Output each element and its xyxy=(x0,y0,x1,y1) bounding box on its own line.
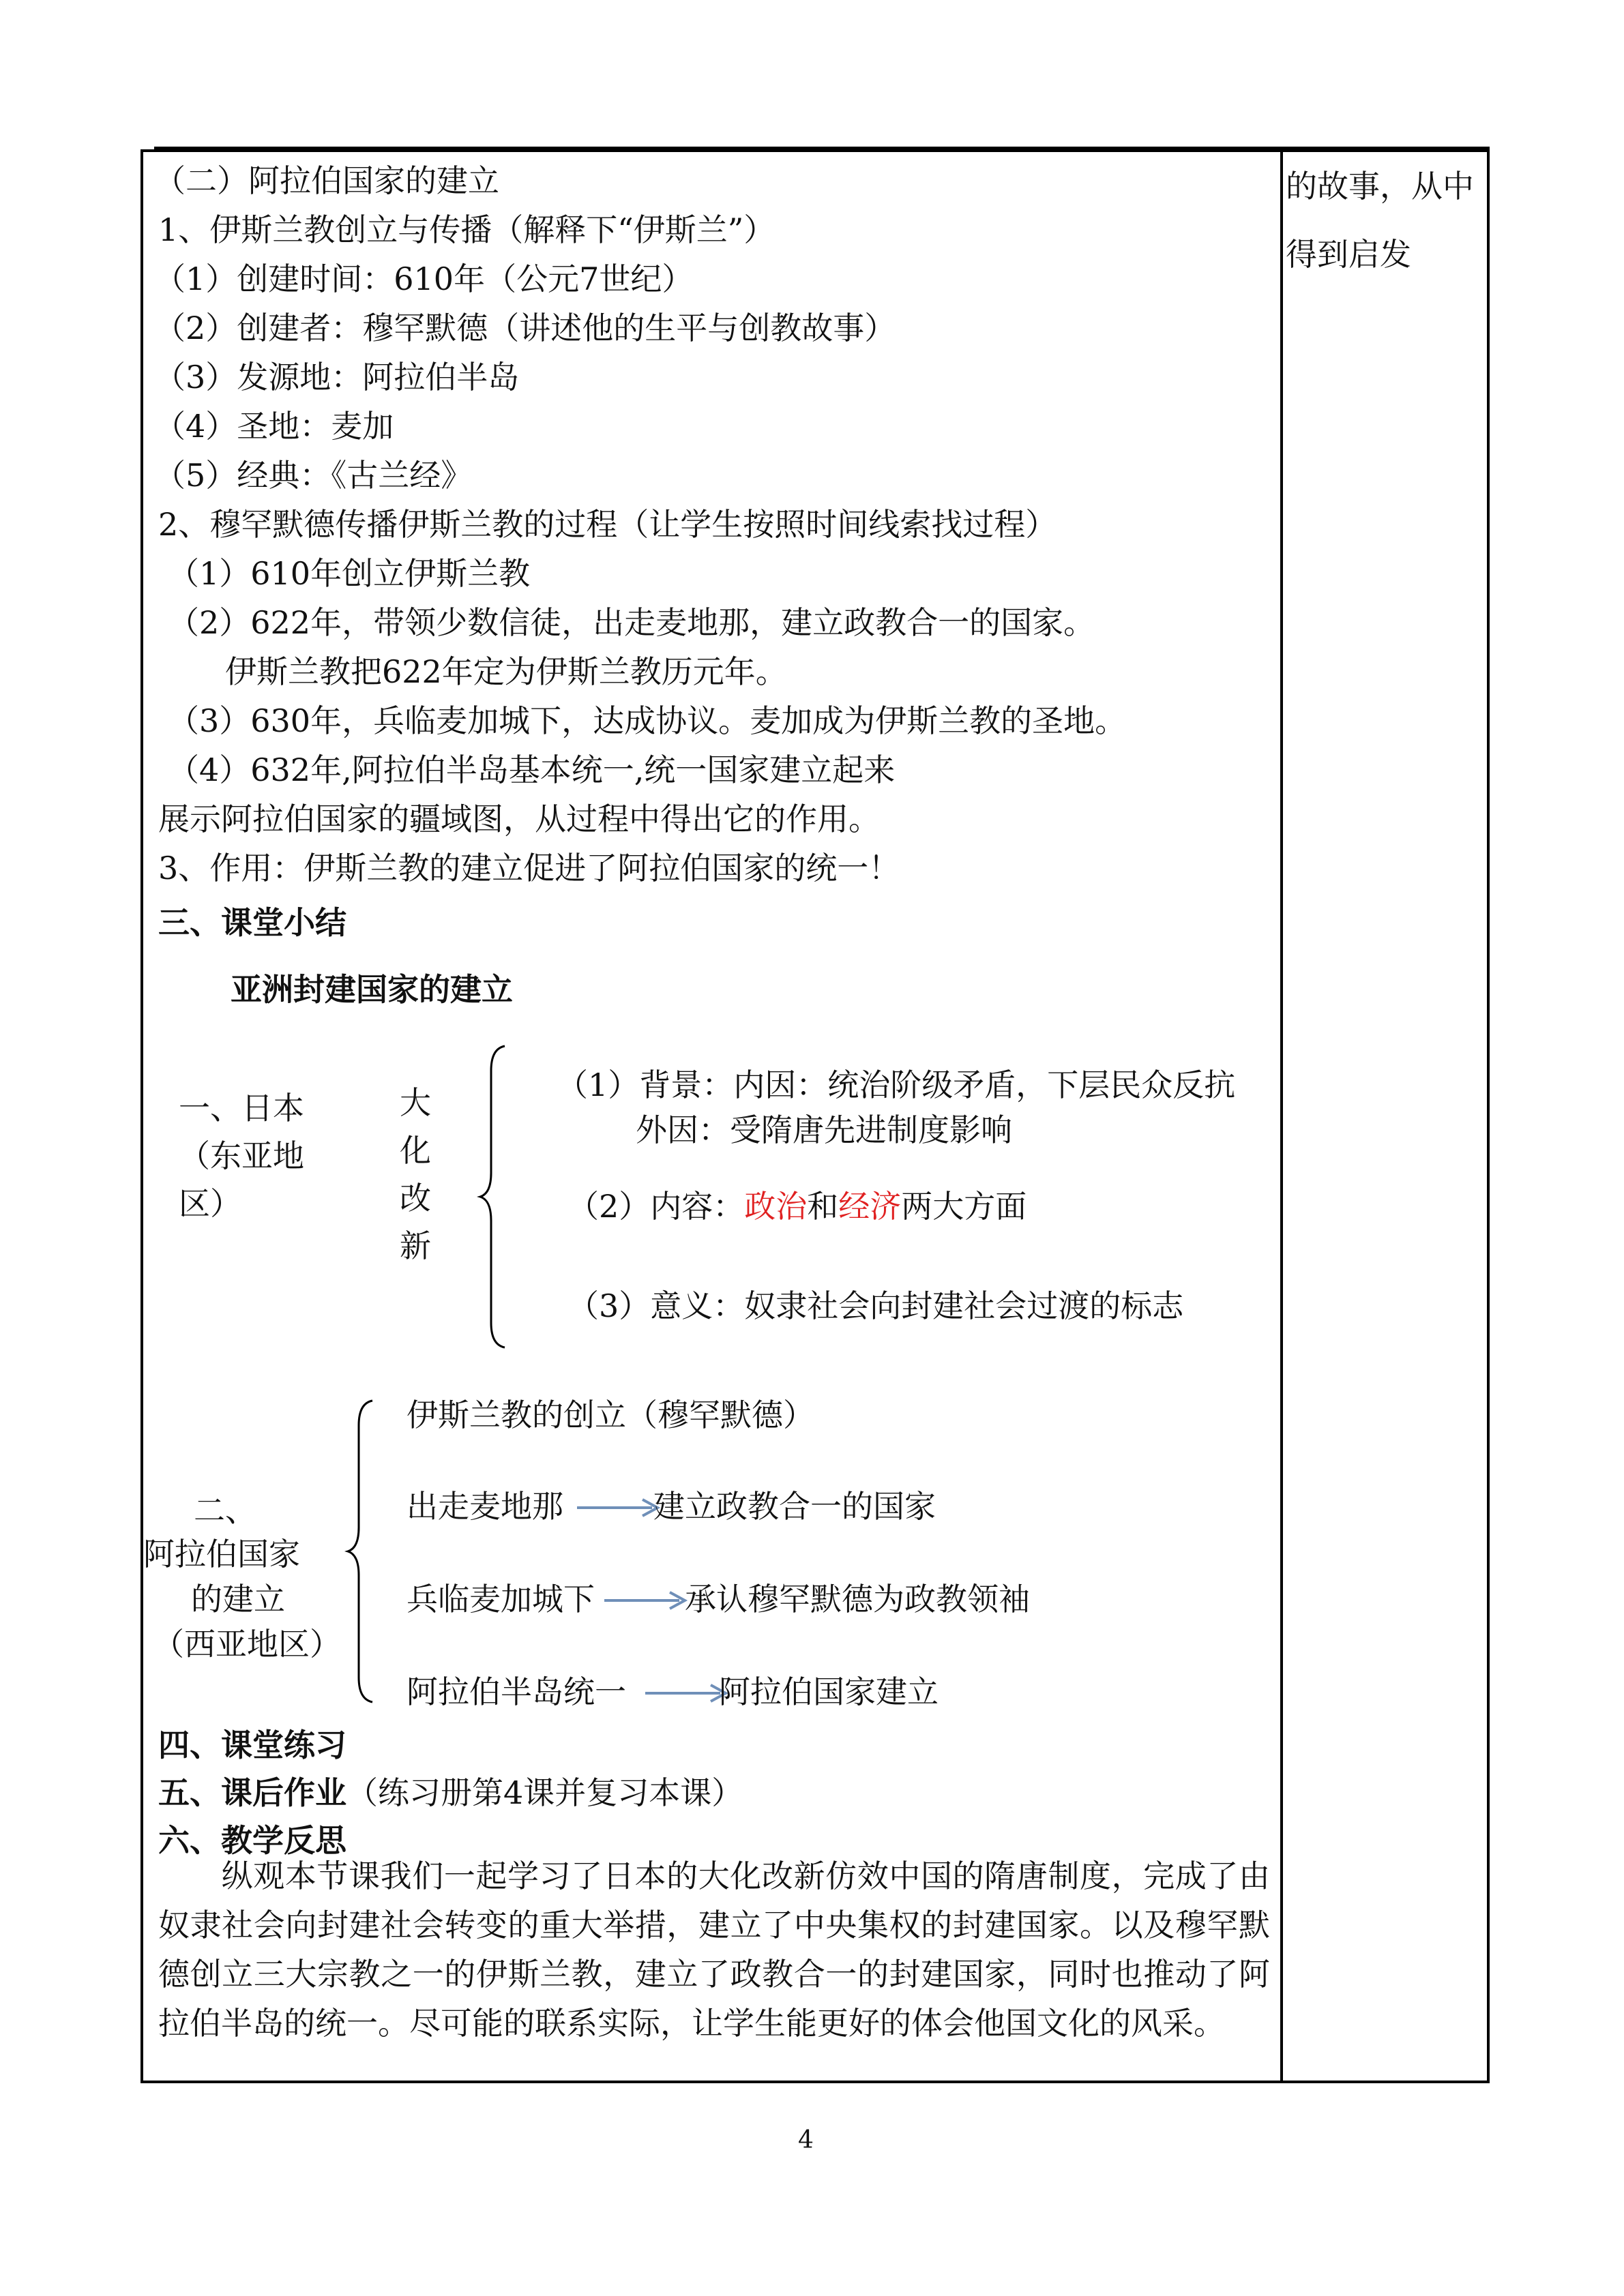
japan-brace xyxy=(477,1043,518,1350)
main-line-15: 3、作用：伊斯兰教的建立促进了阿拉伯国家的统一！ xyxy=(158,850,900,886)
japan-point-1b: 外因：受隋唐先进制度影响 xyxy=(636,1112,1012,1148)
side-note-line-1: 的故事，从中 xyxy=(1286,168,1474,205)
main-line-3: （1）创建时间：610年（公元7世纪） xyxy=(154,260,694,297)
section-5-note: （练习册第4课并复习本课） xyxy=(346,1774,743,1811)
japan-label-2: （东亚地 xyxy=(179,1137,304,1174)
main-line-10: （2）622年，带领少数信徒，出走麦地那，建立政教合一的国家。 xyxy=(168,604,1095,641)
reform-char-4: 新 xyxy=(400,1227,431,1264)
main-line-7: （5）经典：《古兰经》 xyxy=(154,457,473,494)
keyword-politics: 政治 xyxy=(744,1188,808,1225)
main-line-8: 2、穆罕默德传播伊斯兰教的过程（让学生按照时间线索找过程） xyxy=(158,506,1057,543)
japan-label-1: 一、日本 xyxy=(179,1090,304,1127)
arab-item-2-left: 出走麦地那 xyxy=(407,1488,563,1525)
japan-point-2 xyxy=(567,1182,1027,1230)
japan-point-1: （1）背景：内因：统治阶级矛盾，下层民众反抗 xyxy=(557,1067,1236,1103)
arab-label-3: 的建立 xyxy=(191,1581,285,1617)
arab-label-1: 二、 xyxy=(194,1492,256,1529)
summary-title: 亚洲封建国家的建立 xyxy=(231,971,513,1008)
japan-label-3: 区） xyxy=(179,1185,241,1222)
arab-label-4: （西亚地区） xyxy=(153,1626,341,1663)
main-line-2: 1、伊斯兰教创立与传播（解释下“伊斯兰”） xyxy=(158,211,776,248)
arab-item-3-right: 承认穆罕默德为政教领袖 xyxy=(685,1581,1030,1617)
section-5-heading: 五、课后作业 xyxy=(158,1774,346,1811)
reform-char-1: 大 xyxy=(400,1084,431,1121)
japan-point-3: （3）意义：奴隶社会向封建社会过渡的标志 xyxy=(567,1287,1184,1324)
main-line-14: 展示阿拉伯国家的疆域图，从过程中得出它的作用。 xyxy=(158,801,880,837)
main-line-6: （4）圣地：麦加 xyxy=(154,408,394,445)
section-6-heading: 六、教学反思 xyxy=(158,1822,346,1859)
main-line-12: （3）630年，兵临麦加城下，达成协议。麦加成为伊斯兰教的圣地。 xyxy=(168,702,1127,739)
arab-label-2: 阿拉伯国家 xyxy=(143,1536,300,1572)
reform-char-2: 化 xyxy=(400,1132,431,1169)
japan-point-2-suffix: 两大方面 xyxy=(901,1188,1027,1225)
main-line-5: （3）发源地：阿拉伯半岛 xyxy=(154,359,520,396)
page-number: 4 xyxy=(798,2126,814,2154)
section-5 xyxy=(158,1769,743,1817)
main-line-13: （4）632年,阿拉伯半岛基本统一,统一国家建立起来 xyxy=(168,751,896,788)
section-3-heading: 三、课堂小结 xyxy=(158,904,346,941)
arrow-icon xyxy=(577,1497,662,1518)
arab-brace xyxy=(345,1398,386,1705)
japan-point-2-prefix: （2）内容： xyxy=(567,1188,745,1225)
main-line-9: （1）610年创立伊斯兰教 xyxy=(168,555,531,592)
main-line-1: （二）阿拉伯国家的建立 xyxy=(154,162,499,199)
keyword-economy: 经济 xyxy=(838,1188,902,1225)
arab-item-4-left: 阿拉伯半岛统一 xyxy=(407,1673,626,1710)
section-4-heading: 四、课堂练习 xyxy=(158,1727,346,1763)
arab-item-1: 伊斯兰教的创立（穆罕默德） xyxy=(407,1397,814,1433)
main-line-4: （2）创建者：穆罕默德（讲述他的生平与创教故事） xyxy=(154,310,896,346)
arab-item-2-right: 建立政教合一的国家 xyxy=(653,1488,936,1525)
japan-point-2-and: 和 xyxy=(807,1188,839,1225)
main-line-11: 伊斯兰教把622年定为伊斯兰教历元年。 xyxy=(225,653,787,690)
side-note-line-2: 得到启发 xyxy=(1286,236,1411,273)
column-separator xyxy=(1280,149,1283,2083)
arab-item-3-left: 兵临麦加城下 xyxy=(407,1581,595,1617)
arrow-icon xyxy=(604,1590,689,1611)
reform-char-3: 改 xyxy=(400,1180,431,1217)
reflection-paragraph xyxy=(158,1851,1270,2048)
arab-item-4-right: 阿拉伯国家建立 xyxy=(719,1673,939,1710)
arrow-icon xyxy=(645,1683,730,1703)
reflection-text: 纵观本节课我们一起学习了日本的大化改新仿效中国的隋唐制度，完成了由奴隶社会向封建社会转变的重大举措，建立了中央集权的封建国家。以及穆罕默德创立三大宗教之一的伊斯兰教，建立了政教合一的封建国家，同时也推动了阿拉伯半岛的统一。尽可能的联系实际，让学生能更好的体会他国文化的风采。 xyxy=(158,1858,1270,2042)
